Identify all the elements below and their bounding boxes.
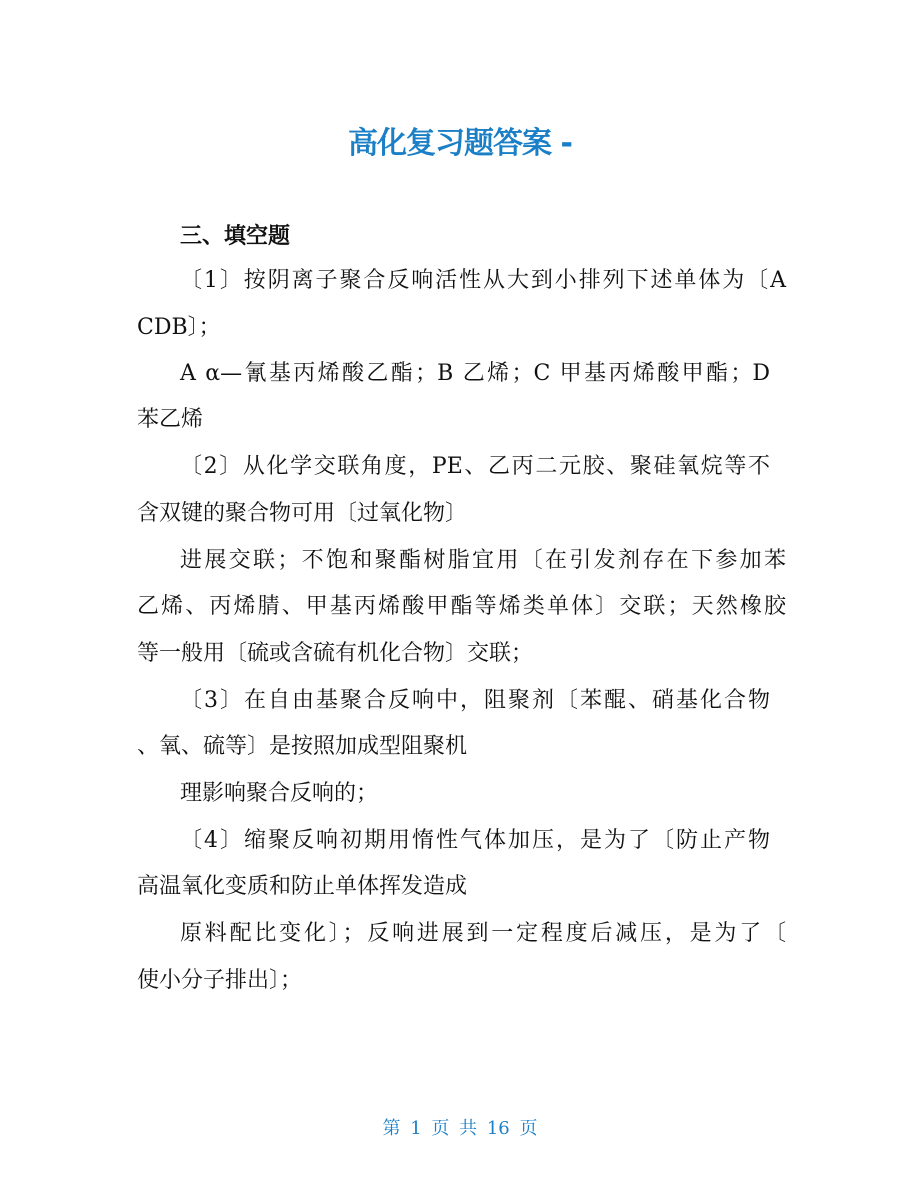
text-line: 苯乙烯 [137, 407, 204, 432]
text-line: 〔2〕从化学交联角度，PE、乙丙二元胶、聚硅氧烷等不 [180, 454, 770, 479]
text-line: 〔3〕在自由基聚合反响中，阻聚剂〔苯醌、硝基化合物 [180, 688, 770, 713]
document-title: 高化复习题答案 - [348, 126, 572, 161]
text-line: 高温氧化变质和防止单体挥发造成 [137, 874, 468, 899]
text-line: 〔4〕缩聚反响初期用惰性气体加压，是为了〔防止产物 [180, 828, 770, 853]
text-line: 、氧、硫等〕是按照加成型阻聚机 [137, 734, 468, 759]
text-line: 理影响聚合反响的； [180, 781, 379, 806]
text-line: A α—氰基丙烯酸乙酯；B 乙烯；C 甲基丙烯酸甲酯；D [180, 361, 770, 386]
text-line: 进展交联；不饱和聚酯树脂宜用〔在引发剂存在下参加苯 [180, 548, 786, 573]
page-footer: 第 1 页 共 16 页 [382, 1118, 538, 1139]
section-heading: 三、填空题 [180, 224, 291, 249]
text-line: 〔1〕按阴离子聚合反响活性从大到小排列下述单体为〔A [180, 268, 786, 293]
text-line: 含双键的聚合物可用〔过氧化物〕 [137, 501, 468, 526]
text-line: CDB〕； [137, 315, 221, 340]
text-line: 等一般用〔硫或含硫有机化合物〕交联； [137, 641, 534, 666]
text-line: 原料配比变化〕；反响进展到一定程度后减压，是为了〔 [180, 921, 786, 946]
text-line: 乙烯、丙烯腈、甲基丙烯酸甲酯等烯类单体〕交联；天然橡胶 [137, 594, 786, 619]
text-line: 使小分子排出〕； [137, 968, 303, 993]
